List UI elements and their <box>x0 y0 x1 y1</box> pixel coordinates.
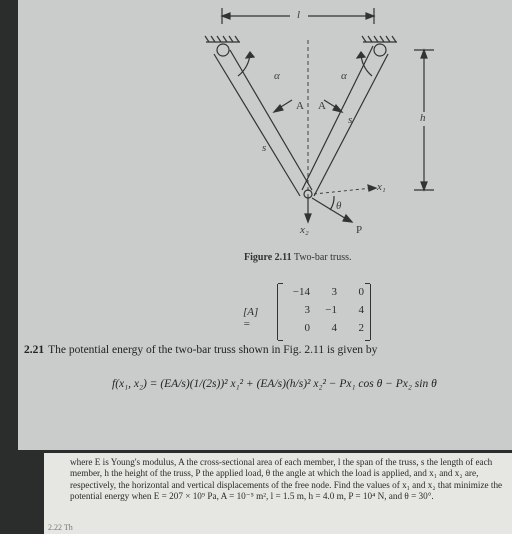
matrix-cell: 3 <box>331 286 337 298</box>
matrix-row <box>286 286 364 298</box>
area-left-label: A <box>296 100 304 112</box>
alpha-right-label: α <box>341 70 347 82</box>
two-bar-truss-figure <box>18 0 512 250</box>
x1-label: x₁ <box>377 181 386 193</box>
potential-energy-formula: f(x₁, x₂) = (EA/s)(1/(2s))² x₁² + (EA/s)(h/s)² x₂² − Px₁ cos θ − Px₂ sin θ <box>112 378 437 390</box>
figure-title: Two-bar truss. <box>291 252 352 263</box>
x2-label: x₂ <box>300 224 309 236</box>
matrix-row <box>286 322 364 334</box>
matrix-cell: −14 <box>292 286 310 298</box>
matrix-cell: 0 <box>358 286 364 298</box>
area-right-label: A <box>318 100 326 112</box>
matrix-cell: 4 <box>331 322 337 334</box>
problem-statement <box>24 344 506 356</box>
matrix-brackets <box>277 284 371 340</box>
matrix-cell: 2 <box>358 322 364 334</box>
next-problem-fragment: 2.22 Th <box>48 523 73 532</box>
length-left-label: s <box>262 142 267 154</box>
height-label: h <box>420 112 426 124</box>
matrix-cell: 0 <box>304 322 310 334</box>
matrix-cell: 3 <box>304 304 310 316</box>
textbook-page-bottom <box>44 453 512 534</box>
problem-number: 2.21 <box>24 344 45 356</box>
load-label: P <box>356 224 363 236</box>
matrix-row <box>286 304 364 316</box>
matrix-cell: 4 <box>358 304 364 316</box>
alpha-left-label: α <box>274 70 280 82</box>
figure-number: Figure 2.11 <box>244 252 292 263</box>
continuation-paragraph: where E is Young's modulus, A the cross-sectional area of each member, l the span of the truss, s the length of each member, h the height of the truss, P the applied load, θ the angle at which the load is applied, and x₁ and x₂ are, respectively, the horizontal and vertical displacements of the free node. Find the values of x₁ and x₂ that minimize the potential energy when E = 207 × 10⁹ Pa, A = 10⁻⁵ m², l = 1.5 m, h = 4.0 m, P = 10⁴ N, and θ = 30°. <box>70 457 503 502</box>
theta-label: θ <box>336 200 342 212</box>
length-right-label: s <box>348 114 353 126</box>
span-label: l <box>297 9 301 21</box>
matrix-name: [A] = <box>243 306 259 330</box>
problem-text: The potential energy of the two-bar truss shown in Fig. 2.11 is given by <box>48 344 378 356</box>
matrix-cell: −1 <box>325 304 337 316</box>
textbook-page-top <box>18 0 512 450</box>
figure-caption <box>244 252 352 263</box>
